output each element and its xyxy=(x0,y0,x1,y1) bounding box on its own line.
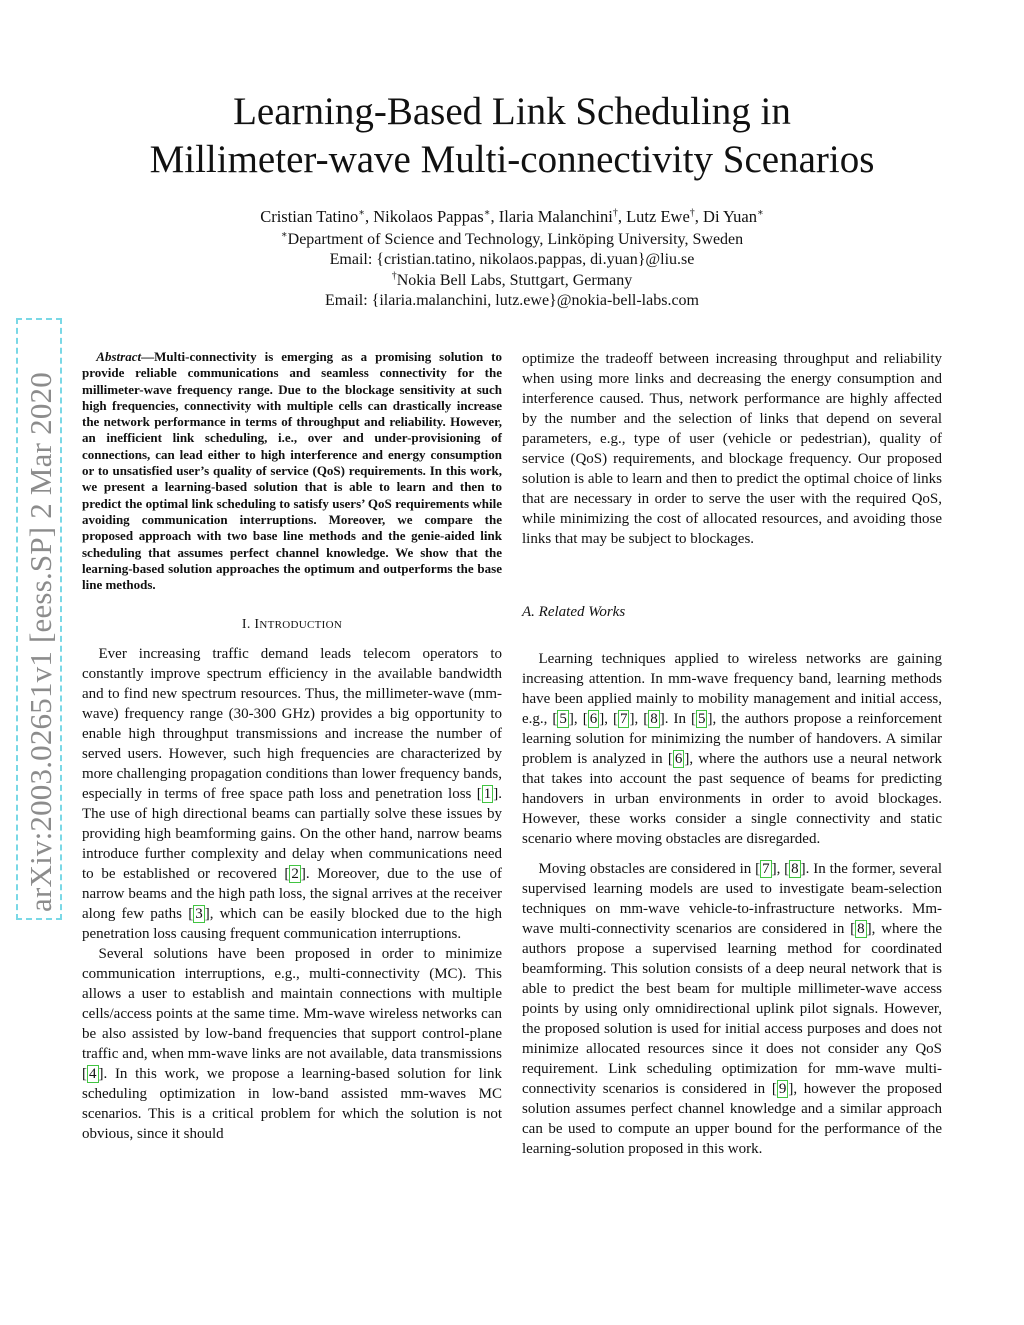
bracket: ] xyxy=(707,711,713,727)
author-names xyxy=(0,207,1024,228)
author-name: Di Yuan xyxy=(703,207,757,226)
title-line-1: Learning-Based Link Scheduling in xyxy=(233,90,791,133)
bracket: [ xyxy=(850,921,856,937)
bracket: ] xyxy=(599,711,605,727)
bracket: ] xyxy=(204,906,210,923)
title-line-2: Millimeter-wave Multi-connectivity Scenarios xyxy=(149,138,875,181)
bracket: [ xyxy=(771,1081,777,1097)
citation-link[interactable]: 3 xyxy=(195,906,203,923)
affil-mark: ∗ xyxy=(756,207,764,219)
text-span: Ever increasing traffic demand leads telecom operators to constantly improve spectrum efficiency in the available bandwidth and to find new spectrum resources. Thus, the millimeter-wave (mm-wave) frequency range (30-300 GHz) provides a big opportunity to enable high throughput transmissions and increase the number of served users. However, such high frequencies are characterized by more challenging propagation conditions than lower frequency bands, especially in terms of free space path loss and penetration loss xyxy=(82,646,502,803)
separator: , xyxy=(694,207,704,226)
bracket: [ xyxy=(643,711,649,727)
right-column xyxy=(522,349,942,1159)
affil-mark: † xyxy=(391,270,397,282)
citation-link[interactable]: 8 xyxy=(857,921,865,937)
bracket: ] xyxy=(788,1081,794,1097)
abstract xyxy=(82,349,502,593)
section-number: I. xyxy=(241,617,255,633)
bracket: ] xyxy=(800,861,806,877)
bracket: ] xyxy=(300,866,306,883)
bracket: [ xyxy=(188,906,194,923)
section-heading-introduction xyxy=(82,615,502,635)
citation-link[interactable]: 1 xyxy=(483,786,492,803)
intro-paragraph-2-continued: optimize the tradeoff between increasing throughput and reliability when using more links and decreasing the energy consumption and interference caused. Thus, network performance are highly affected by the number and the selection of links that depend on several parameters, e.g., type of user (vehicle or pedestrian), quality of service (QoS) requirements, and blockage frequency. Our proposed solution is able to learn and then to predict the optimal choice of links that are necessary in order to serve the user with the required QoS, while minimizing the cost of allocated resources, and avoiding those links that may be subject to blockages. xyxy=(522,351,942,547)
text-span: . Moreover, due to the use of narrow beams and the high path loss, the signal arrives at the receiver along few paths xyxy=(82,866,502,923)
citation-link[interactable]: 4 xyxy=(89,1066,97,1083)
email-2: Email: {ilaria.malanchini, lutz.ewe}@nokia-bell-labs.com xyxy=(325,292,699,309)
affiliation-2 xyxy=(0,271,1024,292)
text-span: Moving obstacles are considered in xyxy=(538,861,756,877)
bracket: ] xyxy=(659,711,665,727)
email-1: Email: {cristian.tatino, nikolaos.pappas, di.yuan}@liu.se xyxy=(329,251,695,268)
separator: , xyxy=(617,207,627,226)
citation-link[interactable]: 2 xyxy=(291,866,299,883)
abstract-text: Multi-connectivity is emerging as a promising solution to provide reliable communications and seamless connectivity for the millimeter-wave frequency range. Due to the blockage sensitivity at such high frequencies, connectivity with multiple cells can drastically increase the network performance in terms of throughput and reliability. However, an inefficient link scheduling, i.e., over and under-provisioning of connections, can lead either to high interference and energy consumption or to unsatisfied user’s quality of service (QoS) requirements. In this work, we present a learning-based solution that is able to learn and then to predict the optimal link scheduling to satisfy users’ QoS requirements while avoiding communication interruptions. Moreover, we compare the proposed approach with two base line methods and the genie-aided link scheduling that assumes perfect channel knowledge. We show that the learning-based solution approaches the optimum and outperforms the base line methods. xyxy=(82,349,502,593)
abstract-label: Abstract xyxy=(96,349,142,364)
text-span: , which can be easily blocked due to the high penetration loss causing frequent communication interruptions. xyxy=(82,906,502,943)
bracket: [ xyxy=(284,866,290,883)
author-name: Cristian Tatino xyxy=(260,207,359,226)
bracket: [ xyxy=(552,711,558,727)
bracket: [ xyxy=(667,751,673,767)
affil-mark: ∗ xyxy=(358,207,366,219)
affil-mark: † xyxy=(612,207,618,219)
separator: , xyxy=(490,207,499,226)
affil-mark: † xyxy=(689,207,695,219)
author-name: Nikolaos Pappas xyxy=(373,207,484,226)
affiliation-1-text: Department of Science and Technology, Linköping University, Sweden xyxy=(287,230,744,248)
author-name: Lutz Ewe xyxy=(626,207,690,226)
bracket: ] xyxy=(684,751,690,767)
abstract-dash: — xyxy=(141,349,155,364)
text-span: , where the authors use a neural network that takes into account the past sequence of beams for predicting handovers in urban environments in order to avoid blockages. However, these works consider a single connectivity and static scenario where moving obstacles are disregarded. xyxy=(522,751,942,847)
bracket: [ xyxy=(82,1066,87,1083)
affiliation-2-text: Nokia Bell Labs, Stuttgart, Germany xyxy=(396,271,633,289)
text-span: , however the proposed solution assumes perfect channel knowledge and a similar approach can be used to compute an upper bound for the performance of the learning-solution proposed in this work. xyxy=(522,1081,942,1157)
citation-link[interactable]: 8 xyxy=(650,711,658,727)
text-span: . The use of high directional beams can partially solve these issues by providing high beamforming gains. On the other hand, narrow beams introduce further complexity and delay when communications need to be established or recovered xyxy=(82,786,502,883)
affiliation-1 xyxy=(0,230,1024,251)
citation-link[interactable]: 6 xyxy=(674,751,683,767)
text-span: , the authors propose a reinforcement learning solution for minimizing the number of handovers. A similar problem is analyzed in xyxy=(522,711,943,767)
author-block xyxy=(0,207,1024,312)
citation-link[interactable]: 5 xyxy=(559,711,567,727)
text-span: Several solutions have been proposed in order to minimize communication interruptions, e.g., multi-connectivity (MC). This allows a user to establish and maintain connections with multiple cells/access points at the same time. Mm-wave wireless networks can be also assisted by low-band frequencies that support control-plane traffic and, when mm-wave links are not available, data transmissions xyxy=(82,946,502,1063)
related-paragraph-2 xyxy=(522,859,942,1159)
citation-link[interactable]: 9 xyxy=(778,1081,787,1097)
bracket: [ xyxy=(582,711,588,727)
bracket: ] xyxy=(568,711,574,727)
separator: , xyxy=(634,711,644,727)
left-column xyxy=(82,349,502,1144)
citation-link[interactable]: 7 xyxy=(619,711,628,727)
separator: , xyxy=(365,207,374,226)
bracket: ] xyxy=(866,921,872,937)
subsection-heading-related-works: A. Related Works xyxy=(522,604,626,620)
separator: , xyxy=(573,711,583,727)
bracket: ] xyxy=(493,786,499,803)
separator: , xyxy=(776,861,785,877)
citation-link[interactable]: 5 xyxy=(697,711,706,727)
citation-link[interactable]: 8 xyxy=(791,861,799,877)
bracket: ] xyxy=(98,1066,104,1083)
text-span: . In this work, we propose a learning-based solution for link scheduling optimization in low-band assisted mm-waves MC scenarios. This is a critical problem for which the solution is not obvious, since it should xyxy=(82,1066,502,1143)
text-span: . In xyxy=(664,711,691,727)
author-name: Ilaria Malanchini xyxy=(498,207,613,226)
text-span: Learning techniques applied to wireless networks are gaining increasing attention. In mm-wave frequency band, learning methods have been applied mainly to mobility management and initial access, e.g., xyxy=(522,651,942,727)
section-rest: NTRODUCTION xyxy=(259,619,343,632)
separator: , xyxy=(604,711,613,727)
intro-paragraph-2 xyxy=(82,944,502,1144)
text-span: . In the former, several supervised learning models are used to investigate beam-selection techniques on mm-wave vehicle-to-infrastructure networks. Mm-wave multi-connectivity scenarios are considered in xyxy=(522,861,942,937)
bracket: ] xyxy=(629,711,635,727)
section-initial: I xyxy=(254,617,260,633)
text-span: , where the authors propose a supervised learning method for coordinated beamforming. This solution consists of a deep neural network that is able to predict the best beam for multiple millimeter-wave access points by using only omnidirectional uplink pilot signals. However, the proposed solution is used for initial access purposes and does not minimize allocated resources since it does not consider any QoS requirement. Link scheduling optimization for mm-wave multi-connectivity scenarios is considered in xyxy=(522,921,942,1097)
bracket: [ xyxy=(690,711,696,727)
affil-mark: ∗ xyxy=(483,207,491,219)
bracket: [ xyxy=(612,711,618,727)
citation-link[interactable]: 6 xyxy=(589,711,598,727)
citation-link[interactable]: 7 xyxy=(762,861,770,877)
bracket: [ xyxy=(784,861,790,877)
bracket: ] xyxy=(771,861,777,877)
affil-mark: ∗ xyxy=(280,229,288,241)
bracket: [ xyxy=(755,861,761,877)
bracket: [ xyxy=(476,786,482,803)
paper-title xyxy=(0,88,1024,184)
related-paragraph-1 xyxy=(522,649,942,849)
intro-paragraph-1 xyxy=(82,644,502,944)
arxiv-identifier[interactable]: arXiv:2003.02651v1 [eess.SP] 2 Mar 2020 xyxy=(23,372,58,912)
